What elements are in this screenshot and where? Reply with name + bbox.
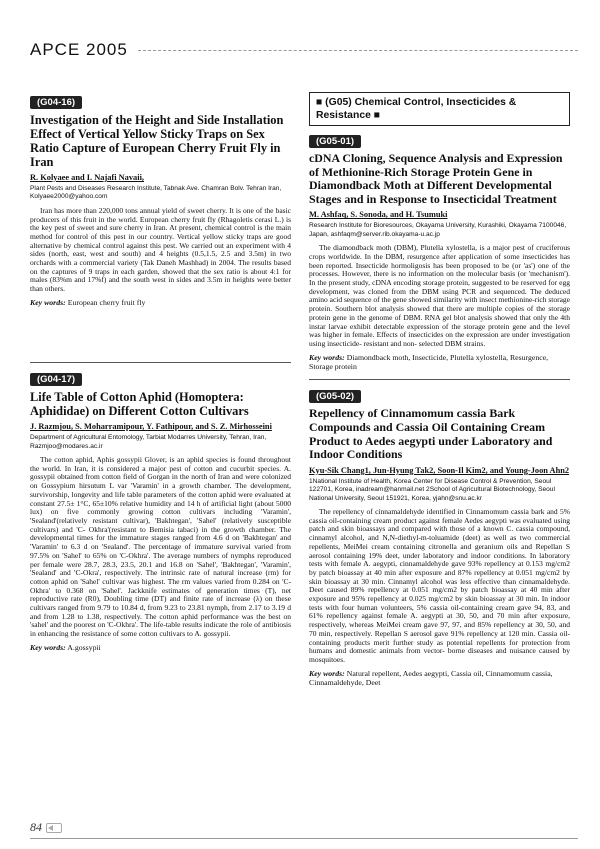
abstract-g05-02: [309, 386, 570, 687]
keywords-label: Key words:: [309, 352, 345, 362]
abstract-body: The repellency of cinnamaldehyde identified in Cinnamomum cassia bark and 5% cassia oil-containing cream product against female Aedes aegypti was evaluated using patch and skin bioassays and compared with those of a known C. cassia compound, cinnamyl alcohol, and N,N-diethyl-m-toluamide (deet) as well as two commercial repellents, MeiMei cream containing citronella and geranium oils and Repellan S aerosol containing 19% deet, under laboratory and indoor conditions. In laboratory tests with female A. aegypti, cinnamaldehyde gave 93% repellency at 0.153 mg/cm2 by patch bioassay at 40 min after exposure and 87% repellency at 0.051 mg/cm2 by skin bioassay at 30 min. Cinnamyl alcohol was less effective than cinnamaldehyde. Deet caused 89% repellency at 0.051 mg/cm2 by patch bioassay at 40 min after exposure and 95% repellency at 0.025 mg/cm2 by skin bioassay at 30 min. In indoor tests with four human volunteers, 5% cassia oil-containing cream gave 94, 83, and 61% repellency against female A. aegypti at 30, 50, and 70 min after exposure, respectively, whereas MeiMei cream gave 97, 97, and 85% repellency at 30, 50, and 70 min, respectively. Repellan S aerosol gave 91% repellency at 120 min. Cassia oil-containing products merit further study as potential repellents for protection from humans and domestic animals from vector- borne diseases and nuisance caused by mosquitoes.: [309, 507, 570, 664]
abstract-authors: J. Razmjou, S. Moharramipour, Y. Fathipour, and S. Z. Mirhosseini: [30, 422, 272, 432]
right-column: [309, 92, 570, 688]
abstract-code: (G05-01): [309, 135, 361, 148]
abstract-body: The cotton aphid, Aphis gossypii Glover, is an aphid species is found throughout the world. In Iran, it is considered a major pest of cotton and cucurbit species. A. gossypii obtained from cotton field of Gorgan in the north of Iran and were colonized on Gossypium hirsutum L var 'Varamin' in a growth chamber. The development, survivorship, longevity and life table parameters of the cotton aphid were evaluated at constant 27.5± 1°C, 65±10% relative humidity and 14 h of artificial light (about 5000 lux) on five commonly growing cotton cultivars including 'Varamin', 'Sealand'(relatively resistant cultivar), 'Bakhtegan', 'Sahel' (relatively susceptible cultivars) and 'C- Okhra'(resistant to Bemisia tabaci) in the growth chamber. The developmental times for the immature stages ranged from 4.6 d on 'Bakhtegan' and 'Varamin' to 6.3 d on 'Sealand'. The percentage of immature survival varied from 97.5% on 'Sahel' to 65% on 'C-Okhra'. The average numbers of nymphs reproduced per female were 28.7, 28.3, 23.5, 20.1 and 16.8 on 'Sahel', 'Bakhtegan', 'Varamin', 'Sealand' and 'C-Okra', respectively. The intrinsic rate of natural increase (rm) for cotton aphid on 'Sahel' cultivar was highest. The rm values varied from 0.284 on 'C-Okhra' to 0.368 on 'Sahel'. Jackknife estimates of generation times (T), net reproductive rate (R0), Doubling time (DT) and finite rate of increase (λ) on these cultivars ranged from 9.79 to 10.84 d, from 9.23 to 23.81 nymph, from 2.17 to 3.19 d and from 1.28 to 1.38, respectively. The cotton aphid performance was the best on 'sahel' and the poorest on 'C-Okhra'. The life-table results indicate the role of antibiosis in enhancing the resistance of some cotton cultivars to A. gossypii.: [30, 455, 291, 639]
footer-rule: [30, 838, 578, 839]
abstract-code: (G05-02): [309, 390, 361, 403]
abstract-affiliation: Research Institute for Bioresources, Okayama University, Kurashiki, Okayama 7100046, Japan, ashfaqm@server.rib.okayama-u.ac.jp: [309, 222, 567, 238]
running-header: APCE 2005: [30, 40, 128, 59]
abstract-affiliation: Plant Pests and Diseases Research Institute, Tabnak Ave. Chamran Bolv. Tehran Iran, Kolyaee2000@yahoo.com: [30, 185, 282, 201]
page-number: [30, 820, 62, 835]
section-divider: [309, 379, 570, 380]
abstract-g04-17: [30, 369, 291, 652]
abstract-title: Investigation of the Height and Side Installation Effect of Vertical Yellow Sticky Traps on Sex Ratio Capture of European Cherry Fruit Fly in Iran: [30, 113, 284, 169]
keywords-label: Key words:: [30, 297, 66, 307]
abstract-code: (G04-17): [30, 373, 82, 386]
abstract-authors: R. Kolyaee and I. Najafi Navaii,: [30, 173, 144, 182]
keywords-text: A.gossypii: [67, 642, 101, 652]
arrow-left-icon: [46, 823, 62, 833]
abstract-keywords: [309, 353, 570, 372]
abstract-affiliation: Department of Agricultural Entomology, Tarbiat Modarres University, Tehran, Iran, Razmjoo@modares.ac.ir: [30, 434, 267, 450]
abstract-affiliation: 1National Institute of Health, Korea Center for Disease Control & Prevention, Seoul 122701, Korea, inadream@hanmail.net 2School of Agricultural Biotechnology, Seoul National University, Seoul 151921, Korea, yjahn@snu.ac.kr: [309, 477, 555, 502]
keywords-text: Natural repellent, Aedes aegypti, Cassia oil, Cinnamomum cassia, Cinnamaldehyde, Deet: [309, 668, 553, 688]
abstract-g05-01: [309, 131, 570, 371]
header-rule: [138, 50, 578, 51]
abstract-keywords: [30, 643, 291, 652]
abstract-authors: M. Ashfaq, S. Sonoda, and H. Tsumuki: [309, 210, 448, 220]
abstract-g04-16: [30, 92, 291, 307]
keywords-label: Key words:: [30, 642, 66, 652]
abstract-keywords: [309, 669, 570, 688]
abstract-title: cDNA Cloning, Sequence Analysis and Expression of Methionine-Rich Storage Protein Gene in Diamondback Moth at Different Developmental Stages and in Response to Insecticidal Treatment: [309, 151, 563, 206]
keywords-text: European cherry fruit fly: [67, 297, 146, 307]
abstract-title: Repellency of Cinnamomum cassia Bark Compounds and Cassia Oil Containing Cream Product to Aedes aegypti under Laboratory and Indoor Conditions: [309, 406, 553, 462]
keywords-text: Diamondback moth, Insecticide, Plutella xylostella, Resurgence, Storage protein: [309, 352, 549, 372]
abstract-body: Iran has more than 220,000 tons annual yield of sweet cherry. It is one of the basic producers of this fruit in the world. European cherry fruit fly (Rhagoletis cerasi L.) is the key pest of sweet and sure cherry in Iran. At present, chemical control is the main method for control of this pest in our country. Vertical yellow sticky traps are good alternative by chemical control against this pest. We carried out an experiment with 4 sides (north, east, west and south) and 4 heights (0.5,1.5, 2.5 and 3.5m) in two orchards with a commercial variety (Tak Daneh Mashhad) in 2004. The results based on the captures of 9 traps in each garden, showed that the sex ratio is about 4:1 for males (83%m and 17%f) and the south west in sides and 3.5m in heights were better than others.: [30, 205, 291, 294]
abstract-authors: Kyu-Sik Chang1, Jun-Hyung Tak2, Soon-Il Kim2, and Young-Joon Ahn2: [309, 465, 570, 475]
session-heading: ■ (G05) Chemical Control, Insecticides & Resistance ■: [309, 92, 570, 126]
keywords-label: Key words:: [309, 668, 345, 678]
page-number-text: 84: [30, 820, 42, 834]
section-divider: [30, 362, 291, 363]
abstract-keywords: [30, 298, 291, 307]
abstract-body: The diamondback moth (DBM), Plutella xylostella, is a major pest of cruciferous crops worldwide. In the DBM, resurgence after application of some insecticides has been reported. Insecticide hormoligosis has been proposed to be (or 'as') one of the processes. However, there is no information on the molecular basis (or 'mechanism'). In the present study, cDNA encoding storage protein, suggested to be reserved for egg development, was cloned from the DBM using PCR and sequenced. The deduced amino acid sequence of the gene showed similarity with insect methionine-rich storage protein. Southern blot analysis showed that there are multiple copies of the storage protein gene in the genome of DBM. RNA gel blot analysis showed that only the 4th instar larvae exhibit detectable expression of the storage protein gene and the level was higher in female. Effects of insecticides on the expression are under investigation using insecticide- resistant and non- selected DBM strains.: [309, 243, 570, 348]
left-column: [30, 92, 291, 652]
abstract-code: (G04-16): [30, 96, 82, 109]
abstract-title: Life Table of Cotton Aphid (Homoptera: Aphididae) on Different Cotton Cultivars: [30, 390, 249, 419]
